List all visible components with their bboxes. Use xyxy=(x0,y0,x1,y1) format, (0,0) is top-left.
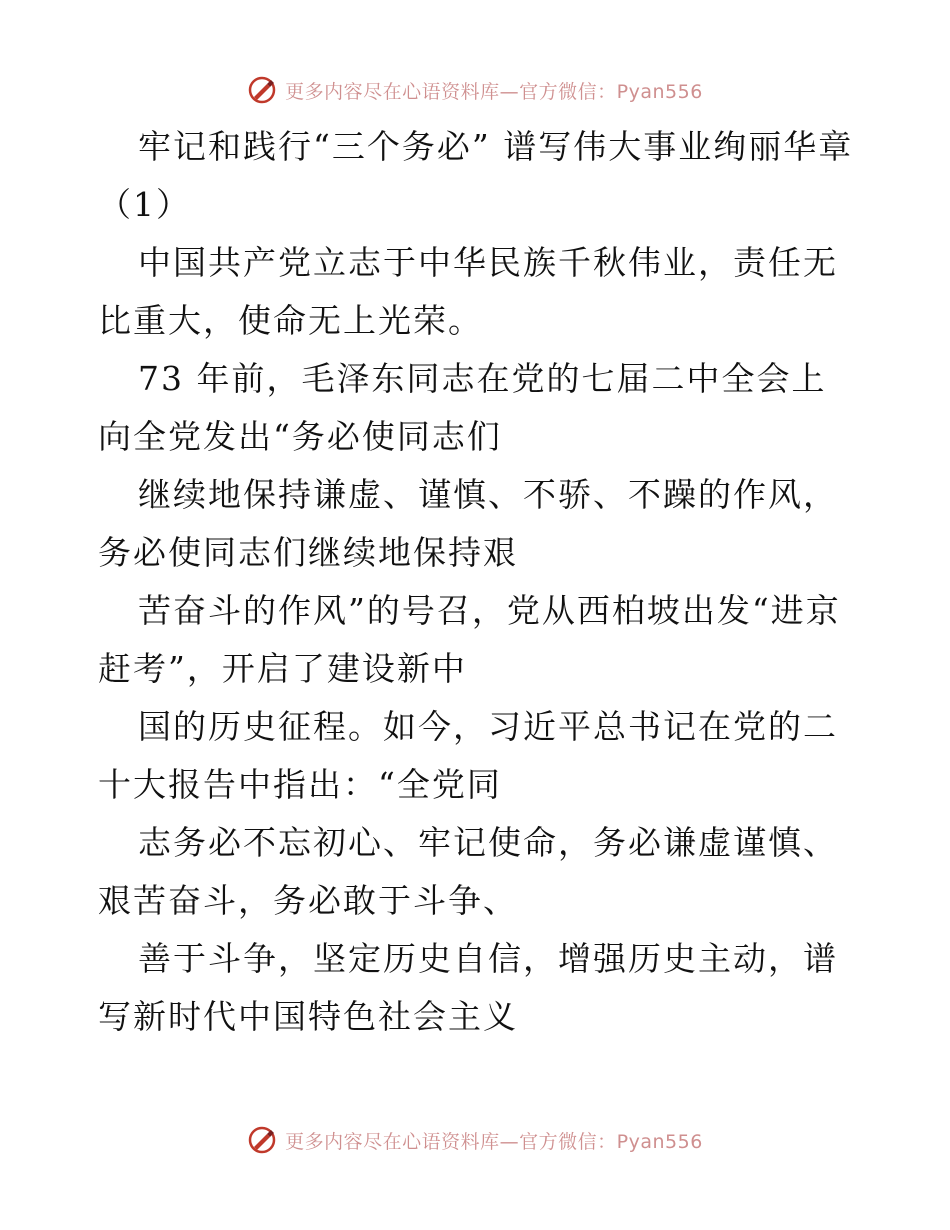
paragraph: 志务必不忘初心、牢记使命，务必谦虚谨慎、艰苦奋斗，务必敢于斗争、 xyxy=(98,823,838,920)
paragraph: 73 年前，毛泽东同志在党的七届二中全会上向全党发出“务必使同志们 xyxy=(98,359,827,456)
footer-watermark xyxy=(0,1120,950,1160)
header-watermark xyxy=(0,70,950,110)
watermark-text: 更多内容尽在心语资料库—官方微信：Pyan556 xyxy=(285,1130,703,1153)
paragraph: 中国共产党立志于中华民族千秋伟业，责任无比重大，使命无上光荣。 xyxy=(98,243,838,340)
watermark-text: 更多内容尽在心语资料库—官方微信：Pyan556 xyxy=(285,80,703,103)
paragraph: 继续地保持谦虚、谨慎、不骄、不躁的作风，务必使同志们继续地保持艰 xyxy=(98,475,838,572)
document-body xyxy=(98,118,858,1046)
document-title: 牢记和践行“三个务必” 谱写伟大事业绚丽华章（1） xyxy=(98,127,854,224)
paragraph: 善于斗争，坚定历史自信，增强历史主动，谱写新时代中国特色社会主义 xyxy=(98,939,838,1036)
paragraph: 苦奋斗的作风”的号召，党从西柏坡出发“进京赶考”，开启了建设新中 xyxy=(98,591,841,688)
pen-logo-icon xyxy=(247,75,277,105)
pen-logo-icon xyxy=(247,1125,277,1155)
paragraph: 国的历史征程。如今，习近平总书记在党的二十大报告中指出：“全党同 xyxy=(98,707,838,804)
